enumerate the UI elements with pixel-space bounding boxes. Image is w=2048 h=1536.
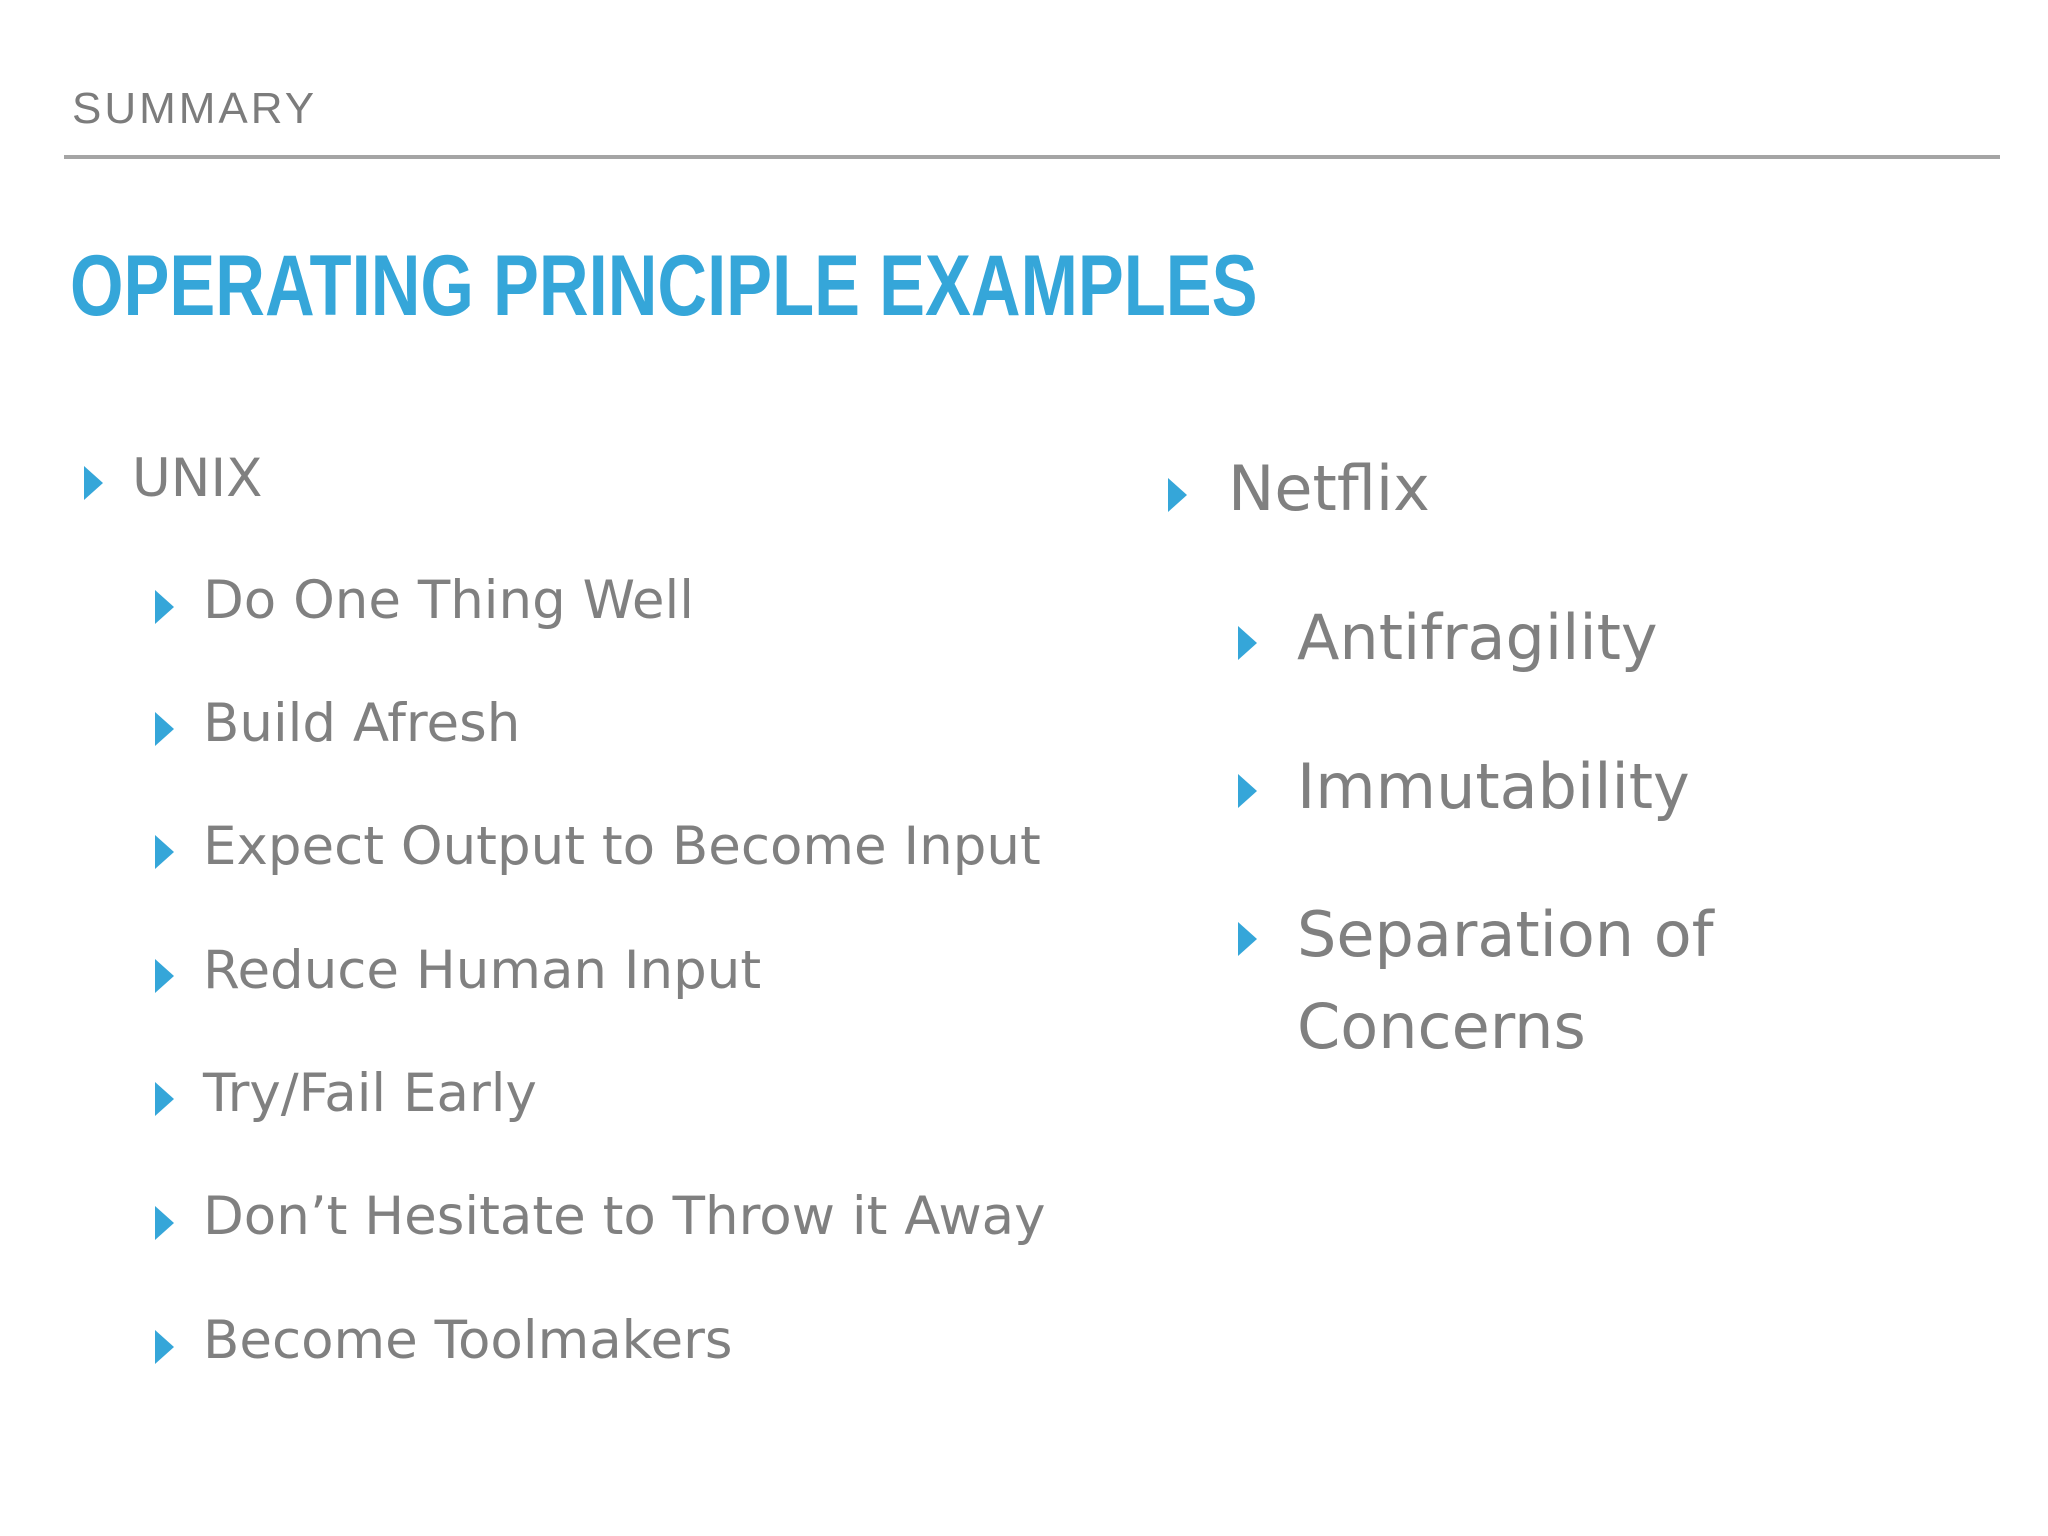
triangle-bullet-icon <box>1238 922 1257 956</box>
bullet-text: Immutability <box>1297 750 1690 823</box>
bullet-text: Separation of <box>1297 898 1714 971</box>
bullet-text: Netflix <box>1228 452 1430 525</box>
triangle-bullet-icon <box>155 959 174 993</box>
header-divider <box>64 155 2000 159</box>
triangle-bullet-icon <box>1168 478 1187 512</box>
bullet-text: Build Afresh <box>203 693 521 754</box>
triangle-bullet-icon <box>155 590 174 624</box>
slide-title: OPERATING PRINCIPLE EXAMPLES <box>70 238 1258 334</box>
triangle-bullet-icon <box>155 835 174 869</box>
bullet-text: Try/Fail Early <box>203 1063 537 1124</box>
bullet-text-continuation: Concerns <box>1297 990 1586 1063</box>
bullet-text: Expect Output to Become Input <box>203 816 1041 877</box>
bullet-text: Do One Thing Well <box>203 570 694 631</box>
bullet-text: Antifragility <box>1297 601 1658 674</box>
bullet-text: UNIX <box>132 448 263 509</box>
triangle-bullet-icon <box>155 1206 174 1240</box>
section-label: SUMMARY <box>72 84 318 133</box>
bullet-text: Reduce Human Input <box>203 940 762 1001</box>
triangle-bullet-icon <box>155 1330 174 1364</box>
bullet-text: Don’t Hesitate to Throw it Away <box>203 1186 1046 1247</box>
triangle-bullet-icon <box>1238 774 1257 808</box>
triangle-bullet-icon <box>84 466 103 500</box>
triangle-bullet-icon <box>155 1082 174 1116</box>
bullet-text: Become Toolmakers <box>203 1310 733 1371</box>
triangle-bullet-icon <box>1238 626 1257 660</box>
triangle-bullet-icon <box>155 712 174 746</box>
